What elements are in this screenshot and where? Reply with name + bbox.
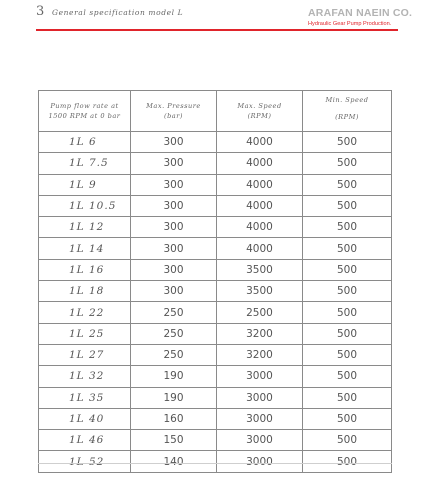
table-row <box>39 344 392 365</box>
min-speed-cell: 500 <box>303 323 392 344</box>
min-speed-cell: 500 <box>303 217 392 238</box>
max-pressure-cell: 300 <box>131 217 217 238</box>
max-pressure-cell: 300 <box>131 259 217 280</box>
model-cell: 1L 22 <box>39 302 131 323</box>
min-speed-cell: 500 <box>303 430 392 451</box>
table-row <box>39 281 392 302</box>
model-cell: 1L 12 <box>39 217 131 238</box>
model-cell: 1L 14 <box>39 238 131 259</box>
max-pressure-cell: 300 <box>131 153 217 174</box>
min-speed-cell: 500 <box>303 408 392 429</box>
table-row <box>39 366 392 387</box>
max-pressure-cell: 150 <box>131 430 217 451</box>
model-cell: 1L 27 <box>39 344 131 365</box>
table-row <box>39 408 392 429</box>
column-header-max-pressure: Max. Pressure (bar) <box>131 91 217 132</box>
table-row <box>39 153 392 174</box>
table-row <box>39 430 392 451</box>
min-speed-cell: 500 <box>303 344 392 365</box>
min-speed-cell: 500 <box>303 259 392 280</box>
table-row <box>39 387 392 408</box>
max-speed-cell: 3000 <box>217 366 303 387</box>
company-name: ARAFAN NAEIN CO. <box>308 7 413 19</box>
model-cell: 1L 32 <box>39 366 131 387</box>
max-pressure-cell: 250 <box>131 323 217 344</box>
min-speed-cell: 500 <box>303 281 392 302</box>
max-speed-cell: 3000 <box>217 451 303 472</box>
column-header-max-speed: Max. Speed (RPM) <box>217 91 303 132</box>
max-pressure-cell: 250 <box>131 302 217 323</box>
min-speed-cell: 500 <box>303 451 392 472</box>
table-row <box>39 217 392 238</box>
page-header <box>0 0 425 36</box>
table-header-row <box>39 91 392 132</box>
min-speed-cell: 500 <box>303 132 392 153</box>
header-divider <box>36 29 398 31</box>
model-cell: 1L 52 <box>39 451 131 472</box>
max-pressure-cell: 190 <box>131 387 217 408</box>
table-row <box>39 323 392 344</box>
model-cell: 1L 7.5 <box>39 153 131 174</box>
table-row <box>39 174 392 195</box>
table-row <box>39 259 392 280</box>
max-speed-cell: 3000 <box>217 408 303 429</box>
model-cell: 1L 10.5 <box>39 195 131 216</box>
column-header-pump-flow: Pump flow rate at 1500 RPM at 0 bar <box>39 91 131 132</box>
table-row <box>39 132 392 153</box>
section-title: General specification model L <box>52 8 184 17</box>
min-speed-cell: 500 <box>303 195 392 216</box>
min-speed-cell: 500 <box>303 387 392 408</box>
column-header-min-speed: Min. Speed (RPM) <box>303 91 392 132</box>
min-speed-cell: 500 <box>303 153 392 174</box>
max-pressure-cell: 300 <box>131 132 217 153</box>
max-speed-cell: 3500 <box>217 281 303 302</box>
max-speed-cell: 3200 <box>217 323 303 344</box>
model-cell: 1L 25 <box>39 323 131 344</box>
max-speed-cell: 3000 <box>217 387 303 408</box>
max-speed-cell: 3000 <box>217 430 303 451</box>
section-number: 3 <box>36 4 45 19</box>
model-cell: 1L 18 <box>39 281 131 302</box>
max-speed-cell: 4000 <box>217 174 303 195</box>
max-speed-cell: 4000 <box>217 195 303 216</box>
model-cell: 1L 9 <box>39 174 131 195</box>
model-cell: 1L 40 <box>39 408 131 429</box>
table-row <box>39 238 392 259</box>
model-cell: 1L 6 <box>39 132 131 153</box>
min-speed-cell: 500 <box>303 302 392 323</box>
bottom-divider <box>38 463 392 464</box>
min-speed-cell: 500 <box>303 238 392 259</box>
max-pressure-cell: 300 <box>131 195 217 216</box>
min-speed-cell: 500 <box>303 366 392 387</box>
specification-table <box>38 90 392 473</box>
max-speed-cell: 4000 <box>217 238 303 259</box>
max-pressure-cell: 160 <box>131 408 217 429</box>
max-speed-cell: 4000 <box>217 153 303 174</box>
table-row <box>39 195 392 216</box>
model-cell: 1L 16 <box>39 259 131 280</box>
min-speed-cell: 500 <box>303 174 392 195</box>
max-pressure-cell: 190 <box>131 366 217 387</box>
max-speed-cell: 3500 <box>217 259 303 280</box>
max-pressure-cell: 300 <box>131 238 217 259</box>
max-pressure-cell: 300 <box>131 281 217 302</box>
max-pressure-cell: 300 <box>131 174 217 195</box>
max-pressure-cell: 250 <box>131 344 217 365</box>
max-speed-cell: 4000 <box>217 132 303 153</box>
max-pressure-cell: 140 <box>131 451 217 472</box>
max-speed-cell: 2500 <box>217 302 303 323</box>
max-speed-cell: 4000 <box>217 217 303 238</box>
model-cell: 1L 35 <box>39 387 131 408</box>
table-row <box>39 451 392 472</box>
table-row <box>39 302 392 323</box>
model-cell: 1L 46 <box>39 430 131 451</box>
company-tagline: Hydraulic Gear Pump Production. <box>308 21 392 27</box>
table-body <box>39 132 392 473</box>
max-speed-cell: 3200 <box>217 344 303 365</box>
